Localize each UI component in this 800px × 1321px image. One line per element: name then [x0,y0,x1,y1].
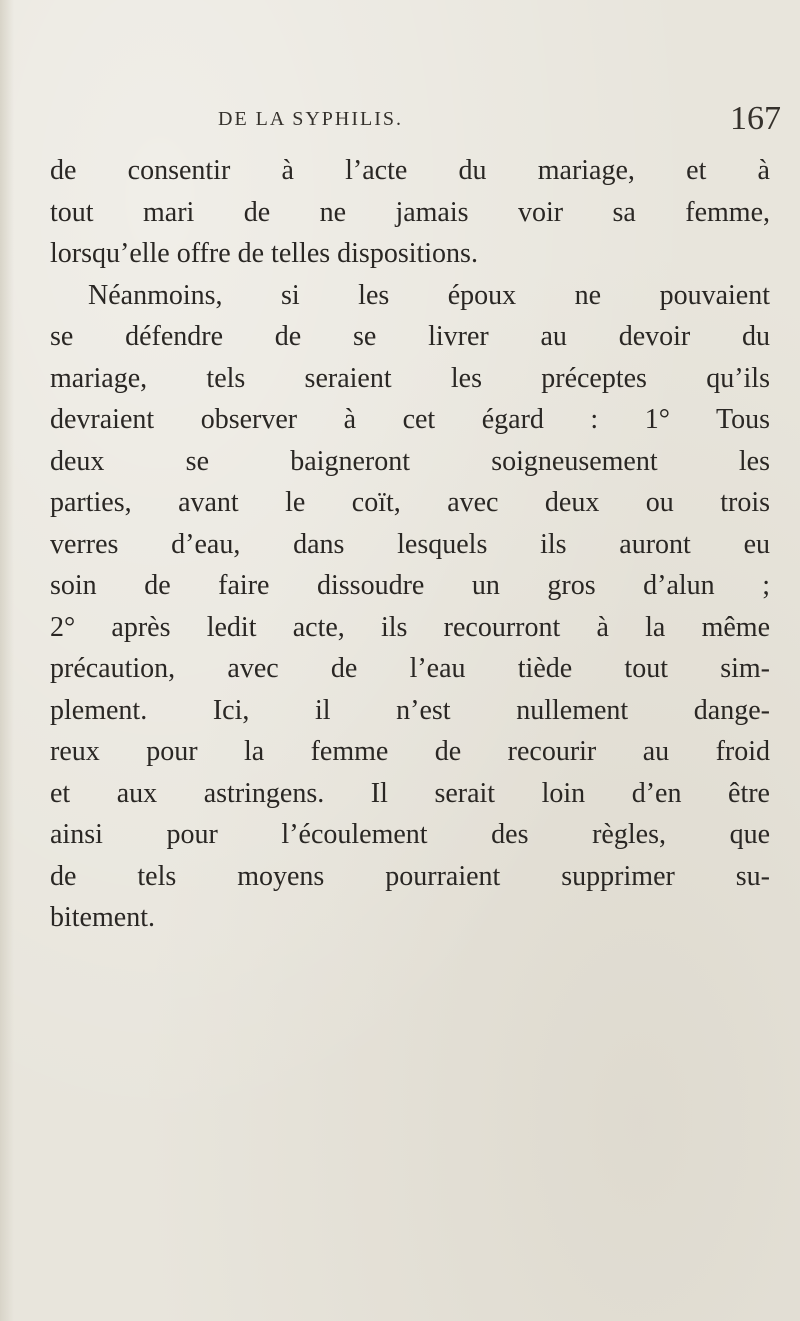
text-line: devraient observer à cet égard : 1° Tous [50,404,770,435]
text-line: et aux astringens. Il serait loin d’en être [50,777,770,809]
text-line: ainsi pour l’écoulement des règles, que [50,819,770,850]
text-line: plement. Ici, il n’est nullement dange- [50,694,770,726]
running-head [0,100,800,140]
text-line: reux pour la femme de recourir au froid [50,736,770,767]
text-line: 2° après ledit acte, ils recourront à la même [50,611,770,643]
text-line: précaution, avec de l’eau tiède tout sim- [50,653,770,684]
text-line: mariage, tels seraient les préceptes qu’ils [50,362,770,394]
text-line: se défendre de se livrer au devoir du [50,321,770,352]
page-binding-shadow [0,0,14,1321]
text-line: deux se baigneront soigneusement les [50,445,770,477]
text-line: lorsqu’elle offre de telles dispositions. [50,238,478,269]
text-line: soin de faire dissoudre un gros d’alun ; [50,570,770,601]
text-line: de tels moyens pourraient supprimer su- [50,860,770,892]
text-line: parties, avant le coït, avec deux ou trois [50,487,770,518]
text-line: tout mari de ne jamais voir sa femme, [50,196,770,228]
text-line: de consentir à l’acte du mariage, et à [50,155,770,186]
running-title: DE LA SYPHILIS. [218,108,404,130]
text-line: verres d’eau, dans lesquels ils auront eu [50,528,770,560]
paragraph-start-line: Néanmoins, si les époux ne pouvaient [88,279,770,311]
page-number: 167 [730,100,781,137]
body-text [50,150,770,939]
text-line: bitement. [50,902,155,933]
